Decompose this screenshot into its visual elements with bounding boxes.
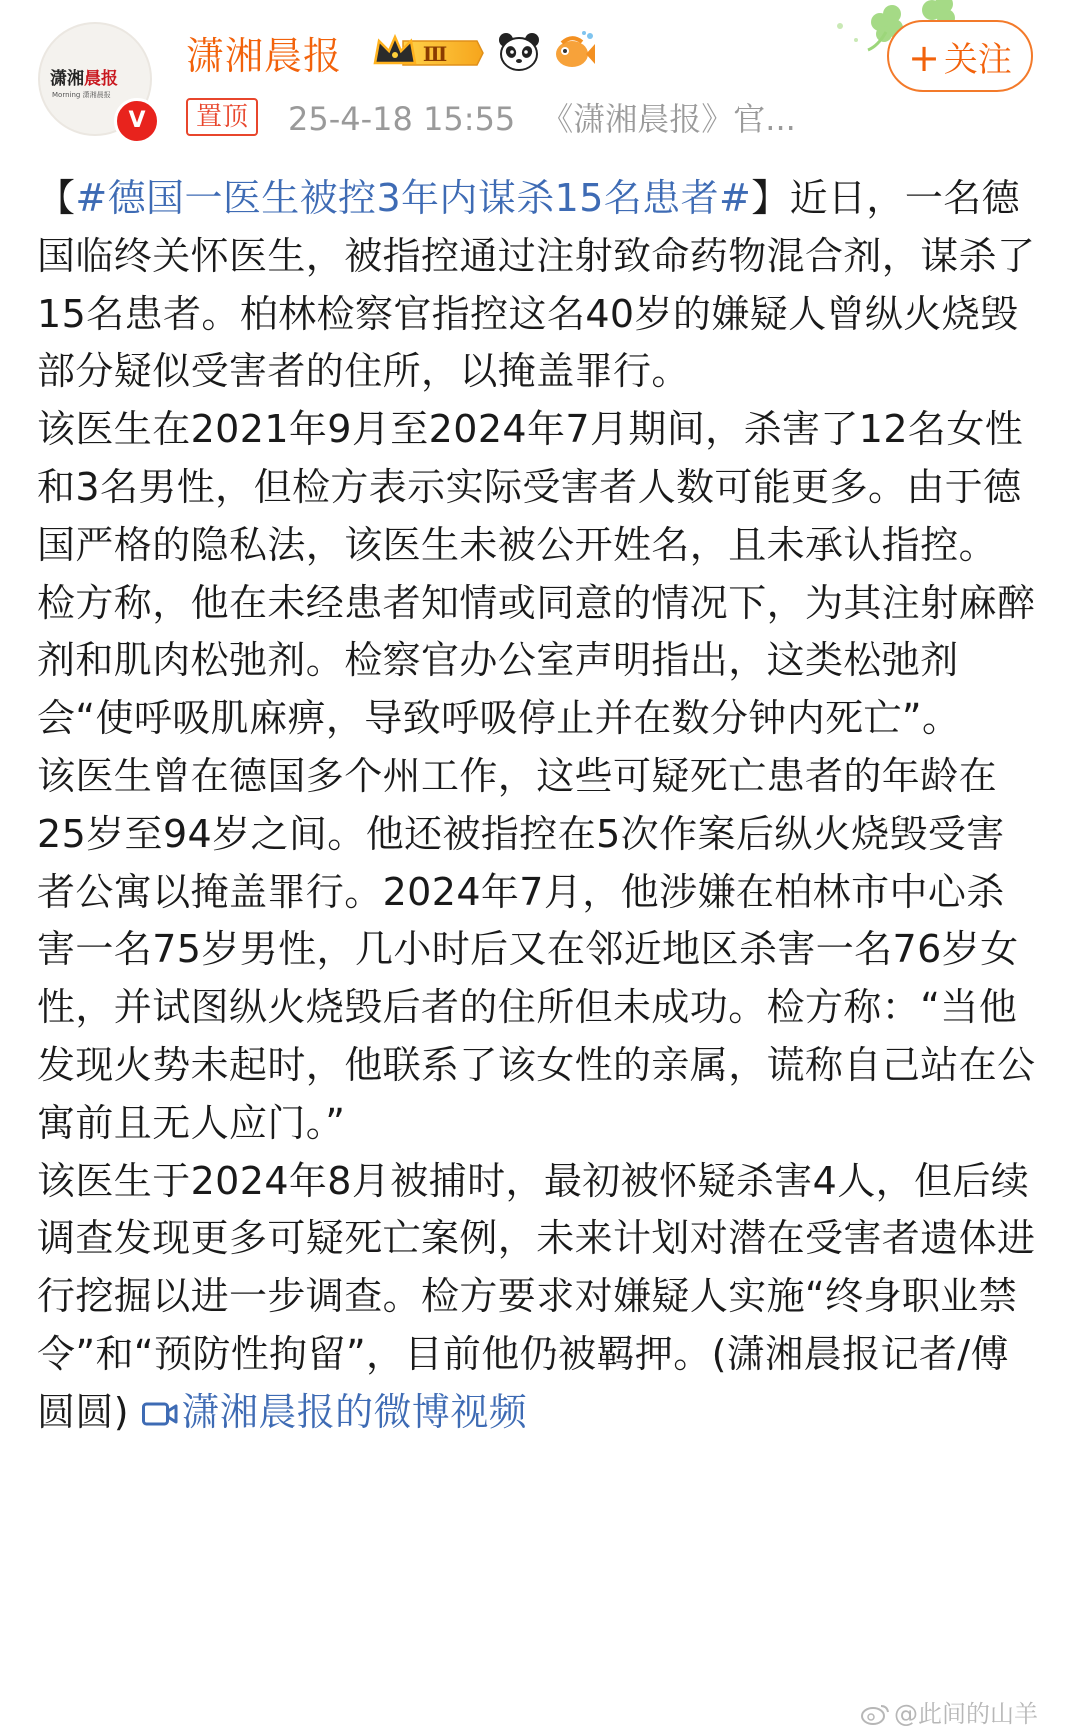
paragraph-1: 【#德国一医生被控3年内谋杀15名患者#】近日，一名德国临终关怀医生，被指控通过注射致命药物混合剂，谋杀了15名患者。柏林检察官指控这名40岁的嫌疑人曾纵火烧毁部分疑似受害者的住所，以掩盖罪行。 [37,176,1036,394]
plus-icon: + [908,36,940,80]
panda-icon[interactable] [497,30,541,74]
watermark-text: @此间的山羊 [894,1700,1038,1728]
fish-icon[interactable] [552,30,596,74]
watermark [860,1694,1038,1729]
paragraph-1-text: 近日，一名德国临终关怀医生，被指控通过注射致命药物混合剂，谋杀了15名患者。柏林检察官指控这名40岁的嫌疑人曾纵火烧毁部分疑似受害者的住所，以掩盖罪行。 [37,176,1036,394]
paragraph-2: 该医生在2021年9月至2024年7月期间，杀害了12名女性和3名男性，但检方表示实际受害者人数可能更多。由于德国严格的隐私法，该医生未被公开姓名，且未承认指控。 [37,407,1024,567]
follow-button[interactable] [887,20,1033,92]
video-link-label: 潇湘晨报的微博视频 [181,1389,528,1434]
paragraph-4: 该医生曾在德国多个州工作，这些可疑死亡患者的年龄在25岁至94岁之间。他还被指控在5次作案后纵火烧毁受害者公寓以掩盖罪行。2024年7月，他涉嫌在柏林市中心杀害一名75岁男性，几小时后又在邻近地区杀害一名76岁女性，并试图纵火烧毁后者的住所但未成功。检方称：“当他发现火势未起时，他联系了该女性的亲属，谎称自己站在公寓前且无人应门。” [37,753,1036,1145]
level-text: Ⅲ [422,42,448,66]
paragraph-5-text: 该医生于2024年8月被捕时，最初被怀疑杀害4人，但后续调查发现更多可疑死亡案例，未来计划对潜在受害者遗体进行挖掘以进一步调查。检方要求对嫌疑人实施“终身职业禁令”和“预防性拘留”，目前他仍被羁押。(潇湘晨报记者/傅圆圆) [37,1158,1036,1434]
crown-level-icon[interactable] [373,33,485,73]
avatar[interactable] [38,22,152,136]
post-source[interactable]: 《潇湘晨报》官... [541,100,796,138]
weibo-icon [860,1703,890,1725]
video-icon [142,1401,178,1427]
avatar-subtitle: Morning 潇湘晨报 [52,91,111,99]
post-body [37,170,1037,1442]
video-link[interactable] [142,1390,528,1434]
follow-label: 关注 [943,40,1012,80]
paragraph-5 [37,1153,1037,1442]
post-meta [288,94,796,140]
avatar-logo: 潇湘晨报 [50,69,118,89]
post-header [0,0,1070,150]
author-name[interactable]: 潇湘晨报 [186,34,343,78]
topic-hashtag-link[interactable]: #德国一医生被控3年内谋杀15名患者# [75,176,752,220]
verified-icon: V [114,98,160,144]
paragraph-3: 检方称，他在未经患者知情或同意的情况下，为其注射麻醉剂和肌肉松弛剂。检察官办公室声明指出，这类松弛剂会“使呼吸肌麻痹，导致呼吸停止并在数分钟内死亡”。 [37,580,1036,741]
post-timestamp: 25-4-18 15:55 [288,100,516,138]
pinned-tag: 置顶 [186,98,258,136]
